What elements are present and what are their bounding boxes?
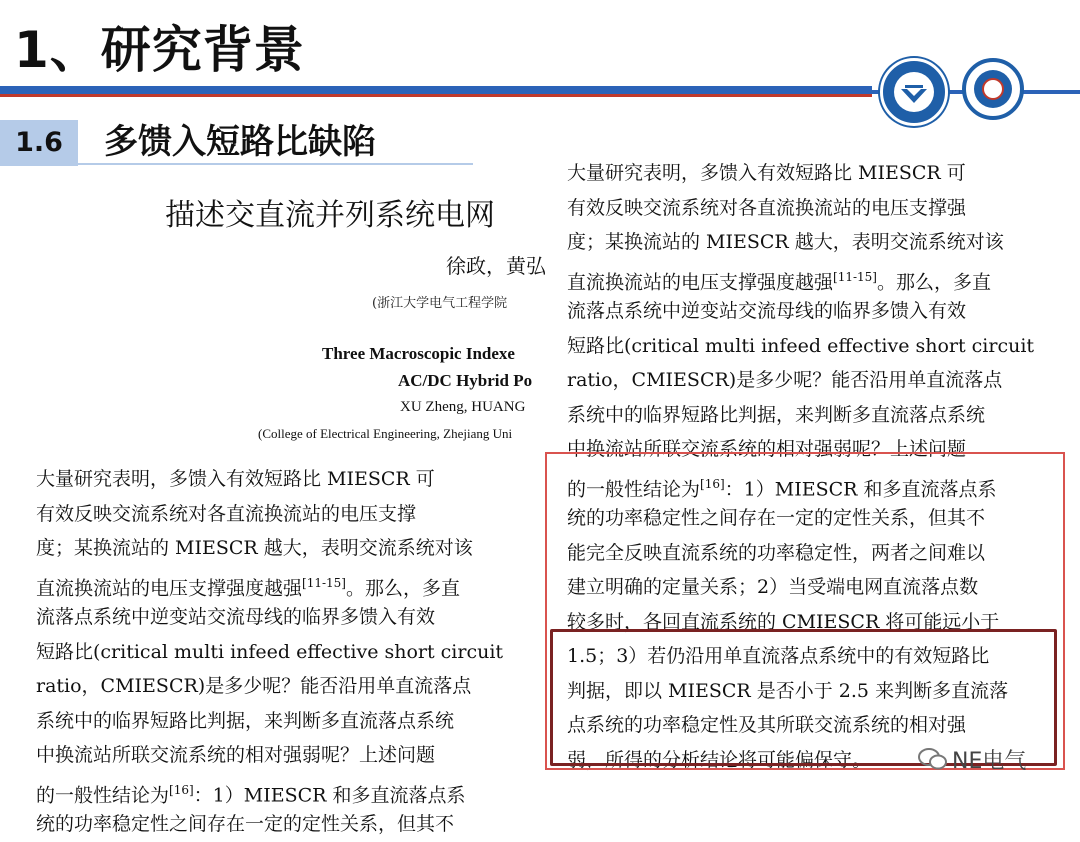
text-line: 较多时，各回直流系统的 CMIESCR 将可能远小于	[567, 610, 1000, 633]
paper-title: 描述交直流并列系统电网	[165, 198, 495, 233]
text-line: 大量研究表明，多馈入有效短路比 MIESCR 可	[36, 468, 435, 490]
text-line: 直流换流站的电压支撑强度越强[11-15]。那么，多直	[36, 575, 460, 599]
section-underline	[78, 163, 473, 165]
text-line: ratio，CMIESCR)是多少呢？能否沿用单直流落点	[36, 675, 472, 697]
text-line: 的一般性结论为[16]：1）MIESCR 和多直流落点系	[36, 782, 466, 806]
paper-en-authors: XU Zheng, HUANG	[400, 399, 526, 415]
text-line: 能完全反映直流系统的功率稳定性，两者之间难以	[567, 541, 986, 564]
text-line: 短路比(critical multi infeed effective short circuit	[36, 640, 504, 663]
left-column-text	[36, 462, 516, 842]
text-line: 统的功率稳定性之间存在一定的定性关系，但其不	[36, 813, 455, 835]
text-line: 大量研究表明，多馈入有效短路比 MIESCR 可	[567, 162, 966, 184]
paper-affiliation: (浙江大学电气工程学院	[372, 296, 508, 311]
text-line: 弱，所得的分析结论将可能偏保守。	[567, 748, 872, 771]
left-column-clip	[0, 462, 548, 835]
text-line: 1.5；3）若仍沿用单直流落点系统中的有效短路比	[567, 645, 990, 667]
section-title: 多馈入短路比缺陷	[104, 122, 376, 162]
wechat-icon	[918, 748, 948, 770]
title-bar-accent	[0, 94, 872, 97]
text-line: 系统中的临界短路比判据，来判断多直流落点系统	[567, 403, 986, 426]
text-line: 流落点系统中逆变站交流母线的临界多馈入有效	[36, 606, 436, 628]
text-line: 统的功率稳定性之间存在一定的定性关系，但其不	[567, 507, 986, 529]
text-line: 度；某换流站的 MIESCR 越大，表明交流系统对该	[567, 231, 1004, 253]
slide-title: 1、研究背景	[14, 21, 305, 79]
text-line: 点系统的功率稳定性及其所联交流系统的相对强	[567, 714, 967, 736]
text-line: 流落点系统中逆变站交流母线的临界多馈入有效	[567, 300, 967, 322]
text-line: 的一般性结论为[16]：1）MIESCR 和多直流落点系	[567, 476, 997, 500]
paper-authors: 徐政，黄弘	[446, 254, 546, 278]
text-line: 建立明确的定量关系；2）当受端电网直流落点数	[567, 576, 979, 598]
title-bar	[0, 86, 872, 94]
text-line: ratio，CMIESCR)是多少呢？能否沿用单直流落点	[567, 369, 1003, 391]
zju-emblem-icon	[880, 58, 948, 126]
text-line: 直流换流站的电压支撑强度越强[11-15]。那么，多直	[567, 269, 991, 293]
text-line: 中换流站所联交流系统的相对强弱呢？上述问题	[36, 744, 436, 766]
text-line: 短路比(critical multi infeed effective short circuit	[567, 334, 1035, 357]
paper-en-affiliation: (College of Electrical Engineering, Zhejiang Uni	[258, 426, 513, 441]
paper-en-title-line1: Three Macroscopic Indexe	[322, 344, 515, 363]
text-line: 判据，即以 MIESCR 是否小于 2.5 来判断多直流落	[567, 679, 1009, 702]
text-line: 有效反映交流系统对各直流换流站的电压支撑强	[567, 196, 967, 219]
text-line: 中换流站所联交流系统的相对强弱呢？上述问题	[567, 438, 967, 460]
text-line: 度；某换流站的 MIESCR 越大，表明交流系统对该	[36, 537, 473, 559]
watermark-text: NE电气	[952, 749, 1027, 774]
paper-en-title-line2: AC/DC Hybrid Po	[398, 371, 533, 390]
text-line: 有效反映交流系统对各直流换流站的电压支撑	[36, 502, 417, 525]
college-emblem-icon	[962, 58, 1024, 120]
text-line: 系统中的临界短路比判据，来判断多直流落点系统	[36, 709, 455, 732]
section-number: 1.6	[0, 120, 78, 166]
